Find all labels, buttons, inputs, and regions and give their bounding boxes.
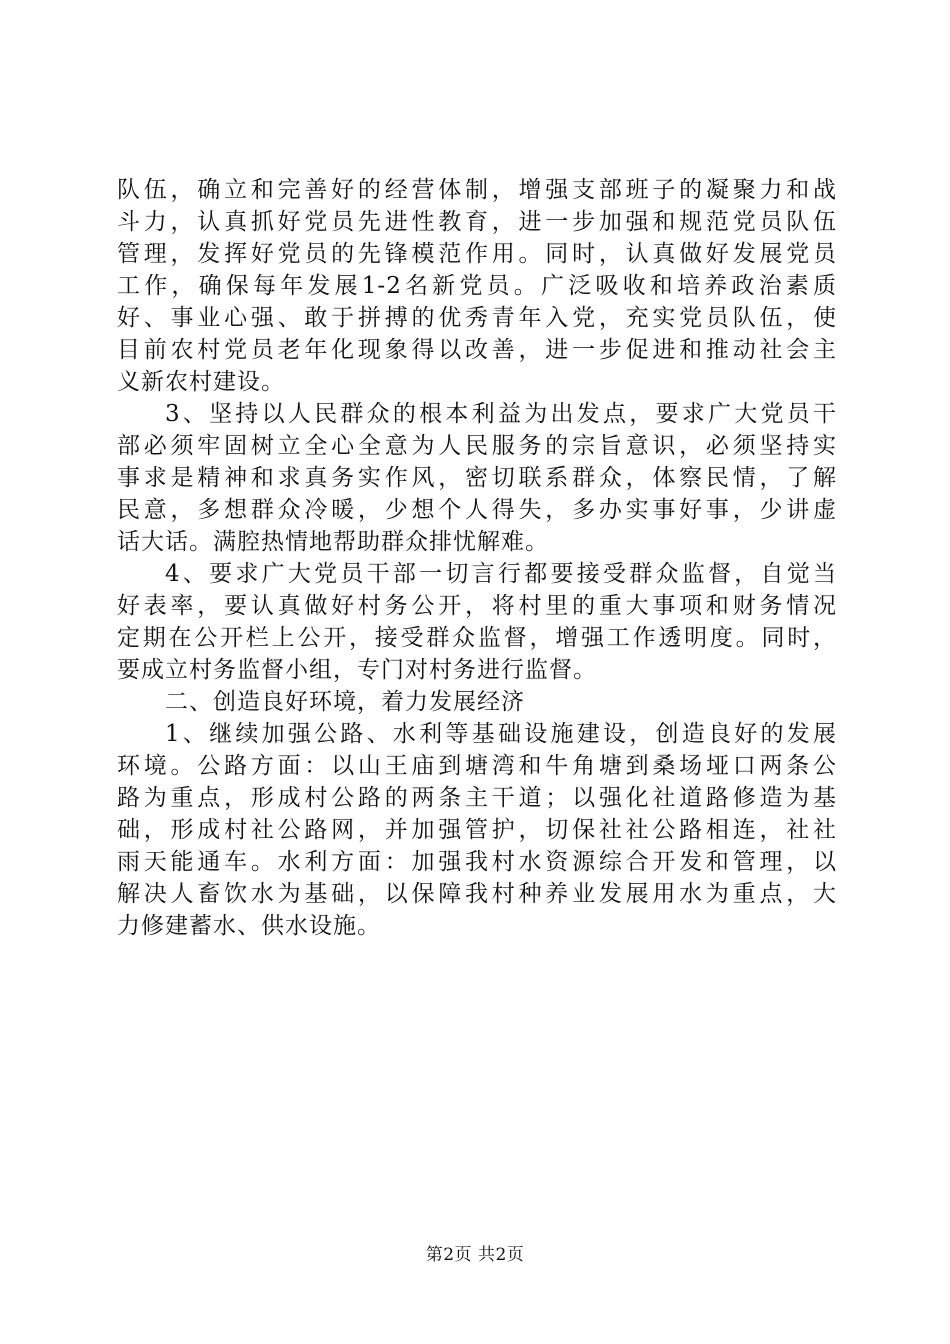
text-line: 解决人畜饮水为基础，以保障我村种养业发展用水为重点，大 (117, 881, 837, 907)
text-line: 好、事业心强、敢于拼搏的优秀青年入党，充实党员队伍，使 (117, 305, 837, 331)
text-line: 工作，确保每年发展1-2名新党员。广泛吸收和培养政治素质 (117, 273, 837, 299)
text-line: 环境。公路方面：以山王庙到塘湾和牛角塘到桑场垭口两条公 (117, 753, 837, 779)
text-line: 定期在公开栏上公开，接受群众监督，增强工作透明度。同时， (117, 625, 837, 651)
page-number: 第2页 共2页 (425, 1245, 525, 1265)
text-line: 要成立村务监督小组，专门对村务进行监督。 (117, 657, 597, 683)
text-line: 管理，发挥好党员的先锋模范作用。同时，认真做好发展党员 (117, 241, 837, 267)
text-line: 雨天能通车。水利方面：加强我村水资源综合开发和管理，以 (117, 849, 837, 875)
section-heading-2 (117, 686, 837, 718)
paragraph-item-3 (117, 398, 837, 558)
paragraph-item-4 (117, 558, 837, 686)
text-line: 话大话。满腔热情地帮助群众排忧解难。 (117, 529, 549, 555)
text-line: 1、继续加强公路、水利等基础设施建设，创造良好的发展 (165, 721, 837, 747)
paragraph-continuation (117, 174, 837, 398)
text-line: 义新农村建设。 (117, 369, 285, 395)
text-line: 斗力，认真抓好党员先进性教育，进一步加强和规范党员队伍 (117, 209, 837, 235)
text-line: 部必须牢固树立全心全意为人民服务的宗旨意识，必须坚持实 (117, 433, 837, 459)
text-line: 路为重点，形成村公路的两条主干道；以强化社道路修造为基 (117, 785, 837, 811)
text-line: 好表率，要认真做好村务公开，将村里的重大事项和财务情况 (117, 593, 837, 619)
text-line: 3、坚持以人民群众的根本利益为出发点，要求广大党员干 (165, 401, 837, 427)
text-line: 4、要求广大党员干部一切言行都要接受群众监督，自觉当 (165, 561, 837, 587)
paragraph-item-1 (117, 718, 837, 942)
text-line: 事求是精神和求真务实作风，密切联系群众，体察民情，了解 (117, 465, 837, 491)
text-line: 队伍，确立和完善好的经营体制，增强支部班子的凝聚力和战 (117, 177, 837, 203)
text-line: 力修建蓄水、供水设施。 (117, 913, 381, 939)
text-line: 础，形成村社公路网，并加强管护，切保社社公路相连，社社 (117, 817, 837, 843)
text-line: 目前农村党员老年化现象得以改善，进一步促进和推动社会主 (117, 337, 837, 363)
document-body (117, 174, 837, 942)
section-heading: 二、创造良好环境，着力发展经济 (165, 689, 525, 715)
page-footer (0, 1244, 950, 1266)
text-line: 民意，多想群众冷暖，少想个人得失，多办实事好事，少讲虚 (117, 497, 837, 523)
